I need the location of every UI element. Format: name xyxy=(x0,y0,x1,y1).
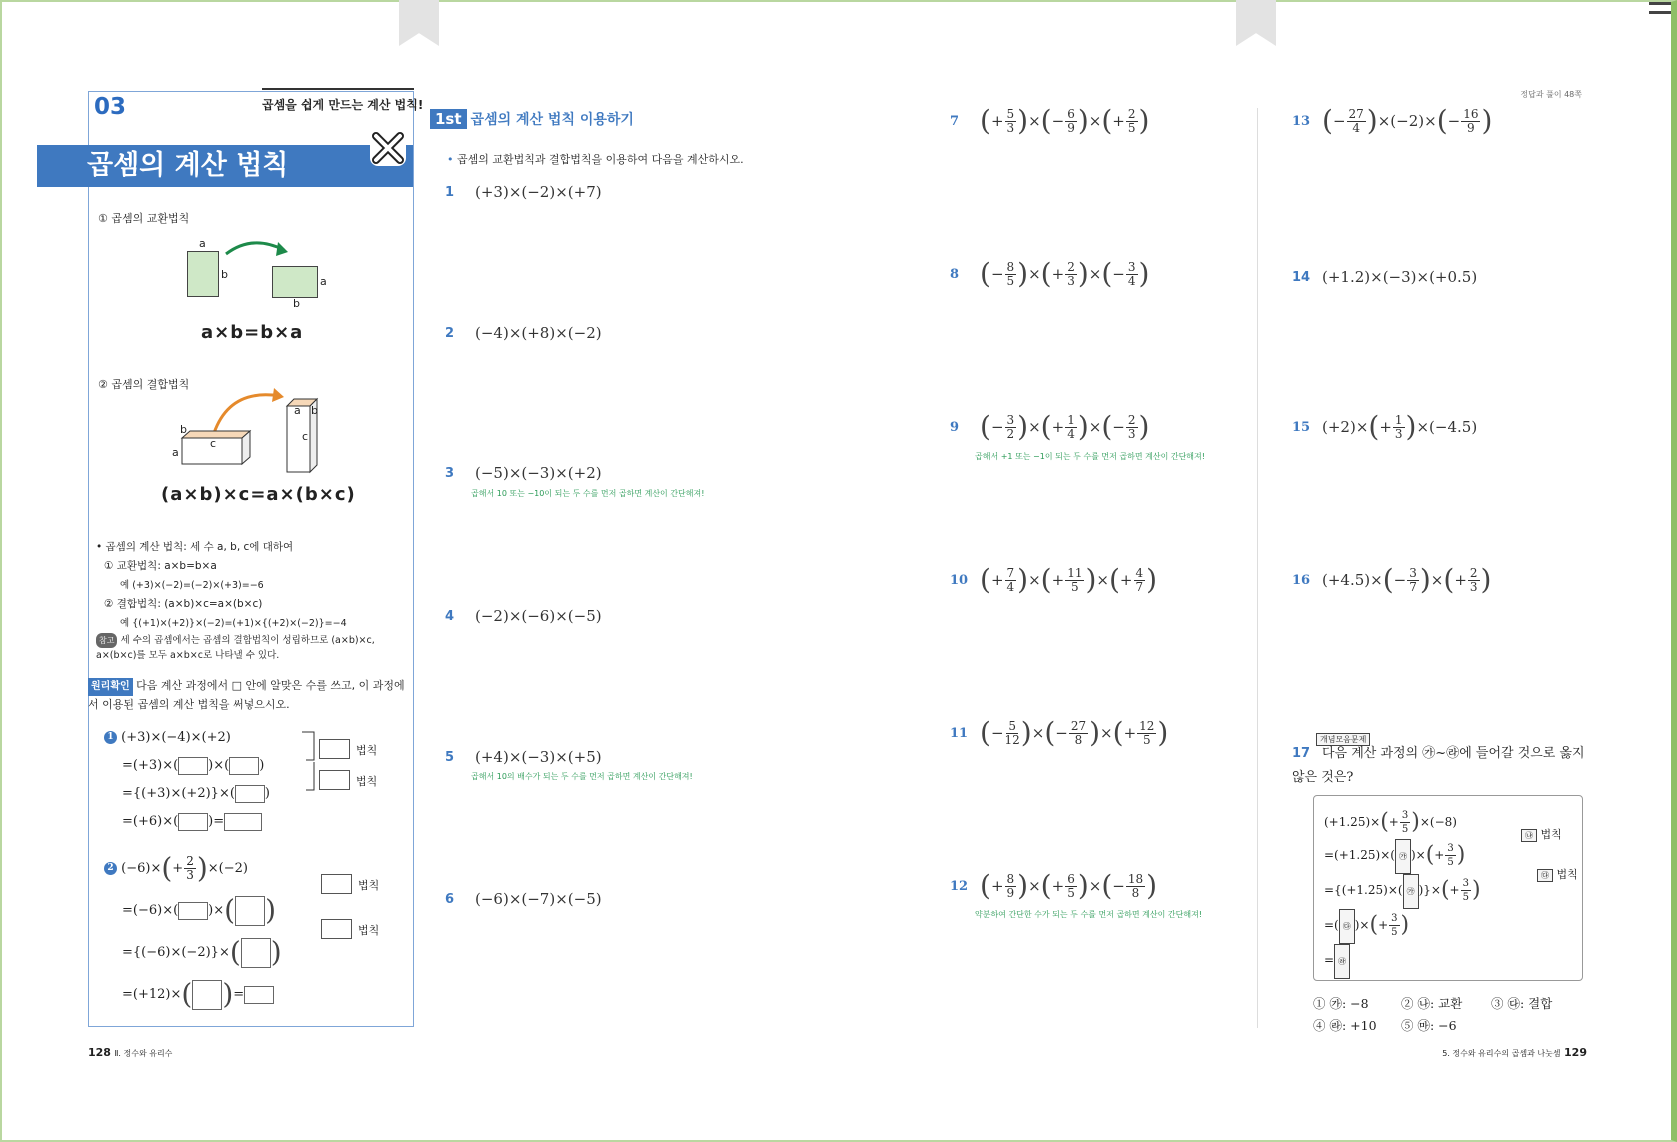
law-box[interactable] xyxy=(319,739,350,759)
q17-law-2: ㉰ 법칙 xyxy=(1537,866,1578,882)
law-label: 법칙 xyxy=(358,924,380,937)
note-badge: 참고 xyxy=(96,633,117,648)
hint-text: 약분하여 간단한 수가 되는 두 수를 먼저 곱하면 계산이 간단해져! xyxy=(975,910,1203,919)
letter-b: b xyxy=(293,297,300,310)
problem-1: 1 (+3)×(−2)×(+7) xyxy=(445,183,602,201)
problem-6: 6 (−6)×(−7)×(−5) xyxy=(445,890,602,908)
answer-box[interactable] xyxy=(235,896,265,926)
choice-3[interactable]: ③ ㉰: 결합 xyxy=(1491,996,1553,1011)
bracket-arrow xyxy=(300,730,320,820)
choice-2[interactable]: ② ㉯: 교환 xyxy=(1401,996,1463,1011)
problem-7: 7 ( + $\frac{5}{3}$ ) × ( − $\frac{6}{9}$ ) × ( + $\frac{2}{5}$ ) xyxy=(950,104,1150,137)
rules-heading: • 곱셈의 계산 법칙: 세 수 a, b, c에 대하여 xyxy=(96,541,294,553)
law-label: 법칙 xyxy=(356,744,378,757)
check-q2: 2 (−6)×(+ $\frac{2}{3}$ )×(−2) =(−6)×( )×( ) ={(−6)×(−2)}×( ) =(+12)×( )= xyxy=(104,848,282,1016)
lesson-subtitle: 곱셈을 쉽게 만드는 계산 법칙! xyxy=(262,98,424,112)
rule-example: 예 {(+1)×(+2)}×(−2)=(+1)×{(+2)×(−2)}=−4 xyxy=(120,618,347,629)
letter-b: b xyxy=(221,268,228,281)
check-instruction xyxy=(88,677,408,714)
section-title: 곱셈의 계산 법칙 이용하기 xyxy=(470,112,634,128)
rule-associative: ② 결합법칙: (a×b)×c=a×(b×c) xyxy=(104,598,263,610)
associative-label: ② 곱셈의 결합법칙 xyxy=(98,378,190,391)
answer-reference: 정답과 풀이 48쪽 xyxy=(1520,90,1582,99)
associative-equation: (a×b)×c=a×(b×c) xyxy=(161,484,356,505)
arrow-icon xyxy=(222,236,294,264)
rect-tall xyxy=(187,251,219,297)
problem-17: 17 다음 계산 과정의 ㉮~㉱에 들어갈 것으로 옳지 않은 것은? xyxy=(1292,746,1585,785)
lesson-number: 03 xyxy=(94,94,127,120)
answer-choices xyxy=(1313,993,1552,1037)
hint-text: 곱해서 10 또는 −10이 되는 두 수를 먼저 곱하면 계산이 간단해져! xyxy=(471,489,705,498)
letter-c: c xyxy=(210,437,217,450)
answer-box[interactable] xyxy=(241,938,271,968)
letter-a: a xyxy=(172,446,179,459)
problem-14: 14 (+1.2)×(−3)×(+0.5) xyxy=(1292,268,1478,286)
answer-box[interactable] xyxy=(178,813,208,831)
page-footer-left: 128 Ⅱ. 정수와 유리수 xyxy=(88,1046,173,1059)
law-label: 법칙 xyxy=(358,879,380,892)
hint-text: 곱해서 10의 배수가 되는 두 수를 먼저 곱하면 계산이 간단해져! xyxy=(471,772,693,781)
problem-12: 12 ( + $\frac{8}{9}$ ) × ( + $\frac{6}{5}$ ) × ( − $\frac{18}{8}$ ) xyxy=(950,869,1158,902)
section-header xyxy=(430,109,634,129)
letter-c: c xyxy=(302,430,309,443)
column-divider xyxy=(1257,108,1258,1028)
rule-note: 세 수의 곱셈에서는 곱셈의 결합법칙이 성립하므로 (a×b)×c, a×(b×c)를 모두 a×b×c로 나타낼 수 있다. xyxy=(96,635,375,661)
q17-law-1: ㉯ 법칙 xyxy=(1521,826,1562,842)
answer-box[interactable] xyxy=(178,757,208,775)
letter-a: a xyxy=(320,275,327,288)
commutative-label: ① 곱셈의 교환법칙 xyxy=(98,212,190,225)
step-badge: 1st xyxy=(430,109,467,129)
problem-3: 3 (−5)×(−3)×(+2) xyxy=(445,464,602,482)
letter-b: b xyxy=(311,404,318,417)
law-box[interactable] xyxy=(321,874,352,894)
divider xyxy=(262,88,414,90)
answer-box[interactable] xyxy=(178,902,208,920)
choice-4[interactable]: ④ ㉱: +10 xyxy=(1313,1018,1377,1033)
rule-example: 예 (+3)×(−2)=(−2)×(+3)=−6 xyxy=(120,580,264,591)
problem-9: 9 ( − $\frac{3}{2}$ ) × ( + $\frac{1}{4}$ ) × ( − $\frac{2}{3}$ ) xyxy=(950,410,1150,443)
commutative-equation: a×b=b×a xyxy=(201,322,304,343)
instruction: • 곱셈의 교환법칙과 결합법칙을 이용하여 다음을 계산하시오. xyxy=(447,151,744,167)
letter-b: b xyxy=(180,423,187,436)
q17-box: (+1.25)×(+ $\frac{3}{5}$ )×(−8) =(+1.25)×( ㉮ )×(+ $\frac{3}{5}$ ) ={(+1.25)×( ㉮ )}×(+ $\frac{3}{5}$ ) =( ㉰ )×(+ $\frac{3}{5}$ ) = ㉱ xyxy=(1313,795,1583,981)
problem-10: 10 ( + $\frac{7}{4}$ ) × ( + $\frac{11}{5}$ ) × ( + $\frac{4}{7}$ ) xyxy=(950,563,1158,596)
letter-a: a xyxy=(199,237,206,250)
hint-text: 곱해서 +1 또는 −1이 되는 두 수를 먼저 곱하면 계산이 간단해져! xyxy=(975,452,1205,461)
check-badge: 원리확인 xyxy=(88,678,133,696)
letter-a: a xyxy=(294,404,301,417)
answer-box[interactable] xyxy=(244,986,274,1004)
page-footer-right: 5. 정수와 유리수의 곱셈과 나눗셈 129 xyxy=(1442,1046,1587,1059)
problem-5: 5 (+4)×(−3)×(+5) xyxy=(445,748,602,766)
problem-13: 13 ( − $\frac{27}{4}$ ) ×(−2)× ( − $\frac{16}{9}$ ) xyxy=(1292,104,1493,137)
law-box[interactable] xyxy=(321,919,352,939)
problem-4: 4 (−2)×(−6)×(−5) xyxy=(445,607,602,625)
rule-commutative: ① 교환법칙: a×b=b×a xyxy=(104,560,217,572)
rules-summary xyxy=(96,538,406,663)
rect-wide xyxy=(272,266,318,298)
menu-icon[interactable] xyxy=(1649,2,1671,20)
problem-15: 15 (+2)× ( + $\frac{1}{3}$ ) ×(−4.5) xyxy=(1292,410,1478,443)
check-q1: 1 (+3)×(−4)×(+2) =(+3)×( )×( ) ={(+3)×(+2)}×( ) =(+6)×( )= xyxy=(104,724,270,836)
answer-box[interactable] xyxy=(192,980,222,1010)
page-title: 곱셈의 계산 법칙 xyxy=(37,145,413,187)
law-box[interactable] xyxy=(319,770,350,790)
law-label: 법칙 xyxy=(356,775,378,788)
concept-tag: 개념모음문제 xyxy=(1316,727,1370,746)
problem-11: 11 ( − $\frac{5}{12}$ ) × ( − $\frac{27}{8}$ ) × ( + $\frac{12}{5}$ ) xyxy=(950,716,1169,749)
choice-5[interactable]: ⑤ ㉲: −6 xyxy=(1401,1018,1457,1033)
answer-box[interactable] xyxy=(229,757,259,775)
answer-box[interactable] xyxy=(224,813,262,831)
check-text: 다음 계산 과정에서 □ 안에 알맞은 수를 쓰고, 이 과정에서 이용된 곱셈의 계산 법칙을 써넣으시오. xyxy=(88,679,405,711)
problem-16: 16 (+4.5)× ( − $\frac{3}{7}$ ) × ( + $\frac{2}{3}$ ) xyxy=(1292,563,1492,596)
problem-2: 2 (−4)×(+8)×(−2) xyxy=(445,324,602,342)
answer-box[interactable] xyxy=(235,785,265,803)
multiply-icon xyxy=(366,126,410,170)
problem-8: 8 ( − $\frac{8}{5}$ ) × ( + $\frac{2}{3}$ ) × ( − $\frac{3}{4}$ ) xyxy=(950,257,1150,290)
choice-1[interactable]: ① ㉮: −8 xyxy=(1313,996,1369,1011)
